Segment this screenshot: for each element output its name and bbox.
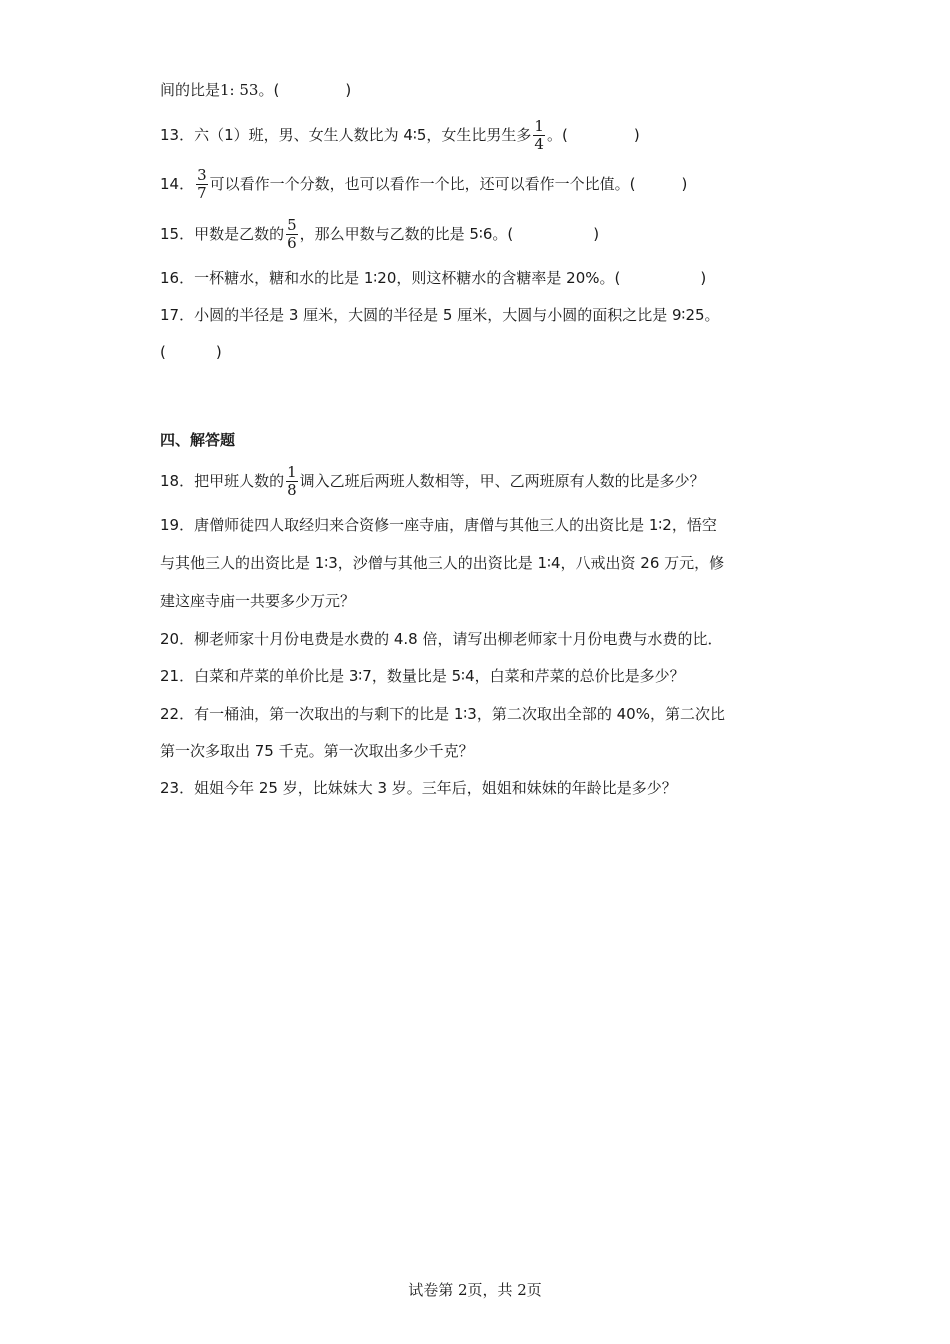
answer-close: ) xyxy=(593,225,600,243)
question-22-line-2: 第一次多取出 75 千克。第一次取出多少千克？ xyxy=(160,742,474,760)
question-15 xyxy=(160,217,599,252)
question-12-continuation xyxy=(160,80,351,100)
question-23: 23．姐姐今年 25 岁，比妹妹大 3 岁。三年后，姐姐和妹妹的年龄比是多少？ xyxy=(160,779,677,797)
ratio-value: 1: 53 xyxy=(220,81,259,99)
question-20: 20．柳老师家十月份电费是水费的 4.8 倍，请写出柳老师家十月份电费与水费的比． xyxy=(160,630,723,648)
section-heading: 四、解答题 xyxy=(160,431,236,449)
fraction xyxy=(286,217,298,252)
question-number: 14． xyxy=(160,175,195,193)
question-text-tail: 调入乙班后两班人数相等，甲、乙两班原有人数的比是多少？ xyxy=(299,472,705,490)
fraction-numerator: 3 xyxy=(197,166,207,184)
question-text-tail: ，那么甲数与乙数的比是 5∶6。( xyxy=(299,225,514,243)
answer-close: ) xyxy=(633,126,640,144)
question-text: 15．甲数是乙数的 xyxy=(160,225,285,243)
answer-open: 。( xyxy=(258,81,280,99)
fraction xyxy=(196,167,208,202)
question-19-line-3: 建这座寺庙一共要多少万元？ xyxy=(160,592,356,610)
answer-close: ) xyxy=(700,269,707,287)
question-text: 间的比是 xyxy=(160,81,221,99)
fraction xyxy=(533,118,545,153)
question-text: 13．六（1）班，男、女生人数比为 4∶5，女生比男生多 xyxy=(160,126,532,144)
fraction-denominator: 7 xyxy=(197,184,207,202)
question-19-line-2: 与其他三人的出资比是 1∶3，沙僧与其他三人的出资比是 1∶4，八戒出资 26 万元，修 xyxy=(160,554,725,572)
question-text: 可以看作一个分数，也可以看作一个比，还可以看作一个比值。( xyxy=(209,175,636,193)
question-18 xyxy=(160,464,705,499)
question-17 xyxy=(160,305,720,325)
question-14 xyxy=(160,167,687,202)
question-text: 18．把甲班人数的 xyxy=(160,472,285,490)
fraction-numerator: 1 xyxy=(287,463,297,481)
question-text: 17．小圆的半径是 3 厘米，大圆的半径是 5 厘米，大圆与小圆的面积之比是 9∶25。 xyxy=(160,306,720,324)
fraction xyxy=(286,464,298,499)
page-footer: 试卷第 2页，共 2页 xyxy=(408,1281,542,1299)
question-16 xyxy=(160,268,706,288)
fraction-denominator: 8 xyxy=(287,481,297,499)
answer-close: ) xyxy=(681,175,688,193)
fraction-numerator: 1 xyxy=(534,117,544,135)
answer-open: ( xyxy=(160,343,166,361)
fraction-denominator: 4 xyxy=(534,135,544,153)
question-text: 16．一杯糖水，糖和水的比是 1∶20，则这杯糖水的含糖率是 20%。( xyxy=(160,269,621,287)
question-21: 21．白菜和芹菜的单价比是 3∶7，数量比是 5∶4，白菜和芹菜的总价比是多少？ xyxy=(160,667,685,685)
question-22-line-1: 22．有一桶油，第一次取出的与剩下的比是 1∶3，第二次取出全部的 40%，第二次比 xyxy=(160,705,725,723)
question-19-line-1: 19．唐僧师徒四人取经归来合资修一座寺庙，唐僧与其他三人的出资比是 1∶2，悟空 xyxy=(160,516,717,534)
fraction-numerator: 5 xyxy=(287,216,297,234)
fraction-denominator: 6 xyxy=(287,234,297,252)
question-17-answer xyxy=(160,342,222,362)
answer-close: ) xyxy=(215,343,222,361)
question-13 xyxy=(160,118,640,153)
answer-close: ) xyxy=(345,81,352,99)
answer-open: 。( xyxy=(546,126,568,144)
